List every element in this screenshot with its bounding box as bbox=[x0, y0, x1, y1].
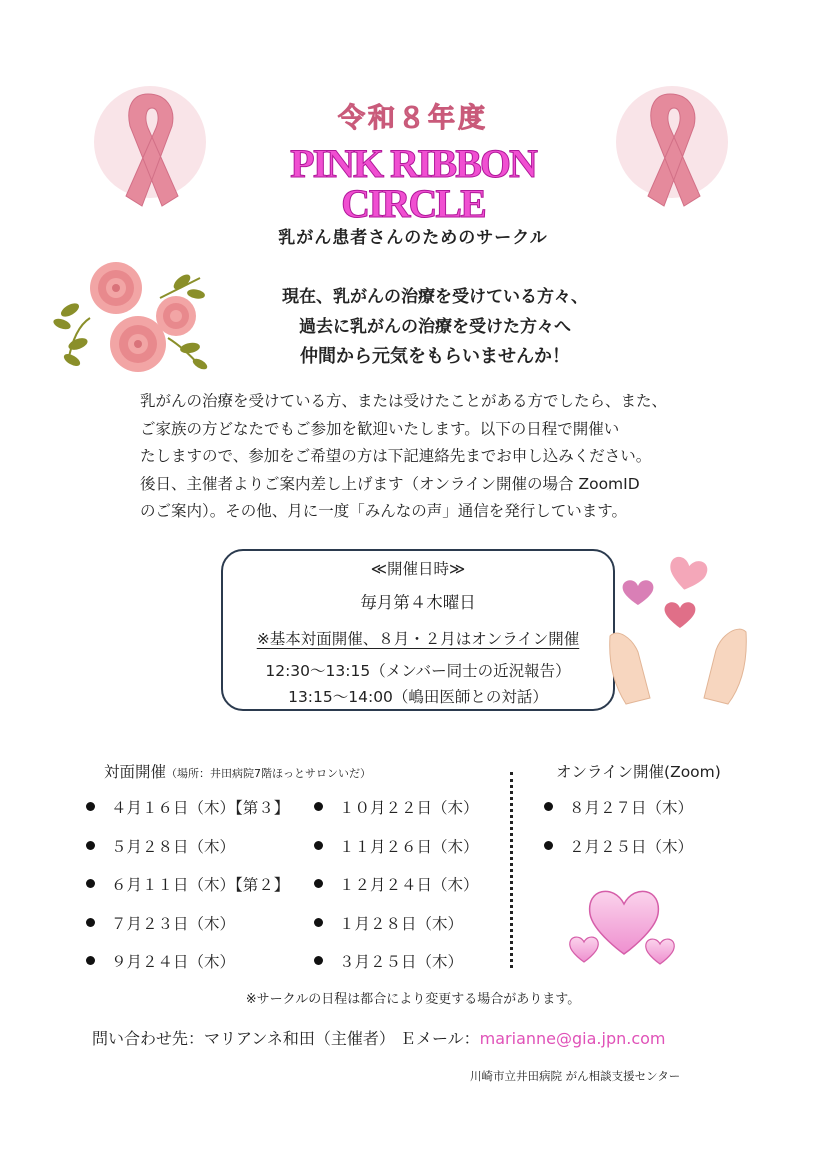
schedule-slot-1: 12:30～13:15（メンバー同士の近況報告） bbox=[265, 662, 571, 680]
bullet-icon bbox=[86, 841, 95, 850]
bullet-icon bbox=[86, 918, 95, 927]
list-item: １１月２６日（木） bbox=[314, 835, 479, 874]
bullet-icon bbox=[86, 956, 95, 965]
list-item: ２月２５日（木） bbox=[544, 835, 693, 874]
list-item: ９月２４日（木） bbox=[86, 950, 289, 989]
bullet-icon bbox=[314, 802, 323, 811]
intro-message bbox=[200, 282, 670, 372]
column-divider bbox=[510, 772, 513, 968]
online-heading: オンライン開催(Zoom) bbox=[556, 763, 721, 781]
description-paragraph bbox=[140, 388, 700, 526]
bullet-icon bbox=[314, 918, 323, 927]
bullet-icon bbox=[314, 879, 323, 888]
hearts-illustration-icon bbox=[564, 882, 684, 974]
era-heading: 令和８年度 bbox=[338, 103, 488, 134]
list-item: ５月２８日（木） bbox=[86, 835, 289, 874]
intro-line-1: 現在、乳がんの治療を受けている方々、 bbox=[282, 287, 588, 307]
in-person-heading bbox=[104, 760, 371, 782]
list-item: ８月２７日（木） bbox=[544, 796, 693, 835]
intro-line-2: 過去に乳がんの治療を受けた方々へ bbox=[299, 317, 571, 337]
list-item: ６月１１日（木）【第２】 bbox=[86, 873, 289, 912]
schedule-day: 毎月第４木曜日 bbox=[360, 593, 476, 612]
in-person-dates-col-2 bbox=[314, 796, 479, 989]
bullet-icon bbox=[86, 879, 95, 888]
schedule-box bbox=[221, 549, 615, 711]
intro-line-3: 仲間から元気をもらいませんか！ bbox=[300, 346, 570, 367]
list-item: ３月２５日（木） bbox=[314, 950, 479, 989]
schedule-disclaimer: ※サークルの日程は都合により変更する場合があります。 bbox=[245, 992, 581, 1007]
schedule-heading: ≪開催日時≫ bbox=[370, 560, 466, 578]
description-line-2: ご家族の方どなたでもご参加を歓迎いたします。以下の日程で開催い bbox=[140, 419, 620, 438]
contact-email-link[interactable]: marianne@gia.jpn.com bbox=[479, 1029, 666, 1048]
bullet-icon bbox=[544, 841, 553, 850]
subtitle: 乳がん患者さんのためのサークル bbox=[278, 228, 548, 248]
description-line-4: 後日、主催者よりご案内差し上げます（オンライン開催の場合 ZoomID bbox=[140, 474, 640, 493]
description-line-5: のご案内）。その他、月に一度「みんなの声」通信を発行しています。 bbox=[140, 502, 628, 520]
contact-info bbox=[92, 1026, 666, 1049]
bullet-icon bbox=[544, 802, 553, 811]
list-item: １月２８日（木） bbox=[314, 912, 479, 951]
description-line-3: たしますので、参加をご希望の方は下記連絡先までお申し込みください。 bbox=[140, 447, 652, 465]
bullet-icon bbox=[314, 956, 323, 965]
hands-hearts-illustration-icon bbox=[608, 548, 748, 708]
list-item: ７月２３日（木） bbox=[86, 912, 289, 951]
in-person-location: （場所：井田病院7階ほっとサロンいだ） bbox=[166, 767, 372, 780]
in-person-dates-col-1 bbox=[86, 796, 289, 989]
footer-organization: 川崎市立井田病院 がん相談支援センター bbox=[470, 1069, 681, 1083]
schedule-note: ※基本対面開催、８月・２月はオンライン開催 bbox=[256, 630, 580, 648]
list-item: １２月２４日（木） bbox=[314, 873, 479, 912]
bullet-icon bbox=[314, 841, 323, 850]
description-line-1: 乳がんの治療を受けている方、または受けたことがある方でしたら、また、 bbox=[140, 392, 668, 410]
bullet-icon bbox=[86, 802, 95, 811]
in-person-label: 対面開催 bbox=[104, 763, 167, 781]
title-line-2: CIRCLE bbox=[341, 181, 485, 226]
online-dates bbox=[544, 796, 693, 873]
contact-prefix: 問い合わせ先：マリアンネ和田（主催者） Ｅメール： bbox=[92, 1029, 480, 1048]
list-item: ４月１６日（木）【第３】 bbox=[86, 796, 289, 835]
list-item: １０月２２日（木） bbox=[314, 796, 479, 835]
roses-illustration-icon bbox=[50, 258, 210, 376]
schedule-slot-2: 13:15～14:00（嶋田医師との対話） bbox=[288, 688, 548, 706]
title-line-1: PINK RIBBON bbox=[290, 141, 536, 186]
